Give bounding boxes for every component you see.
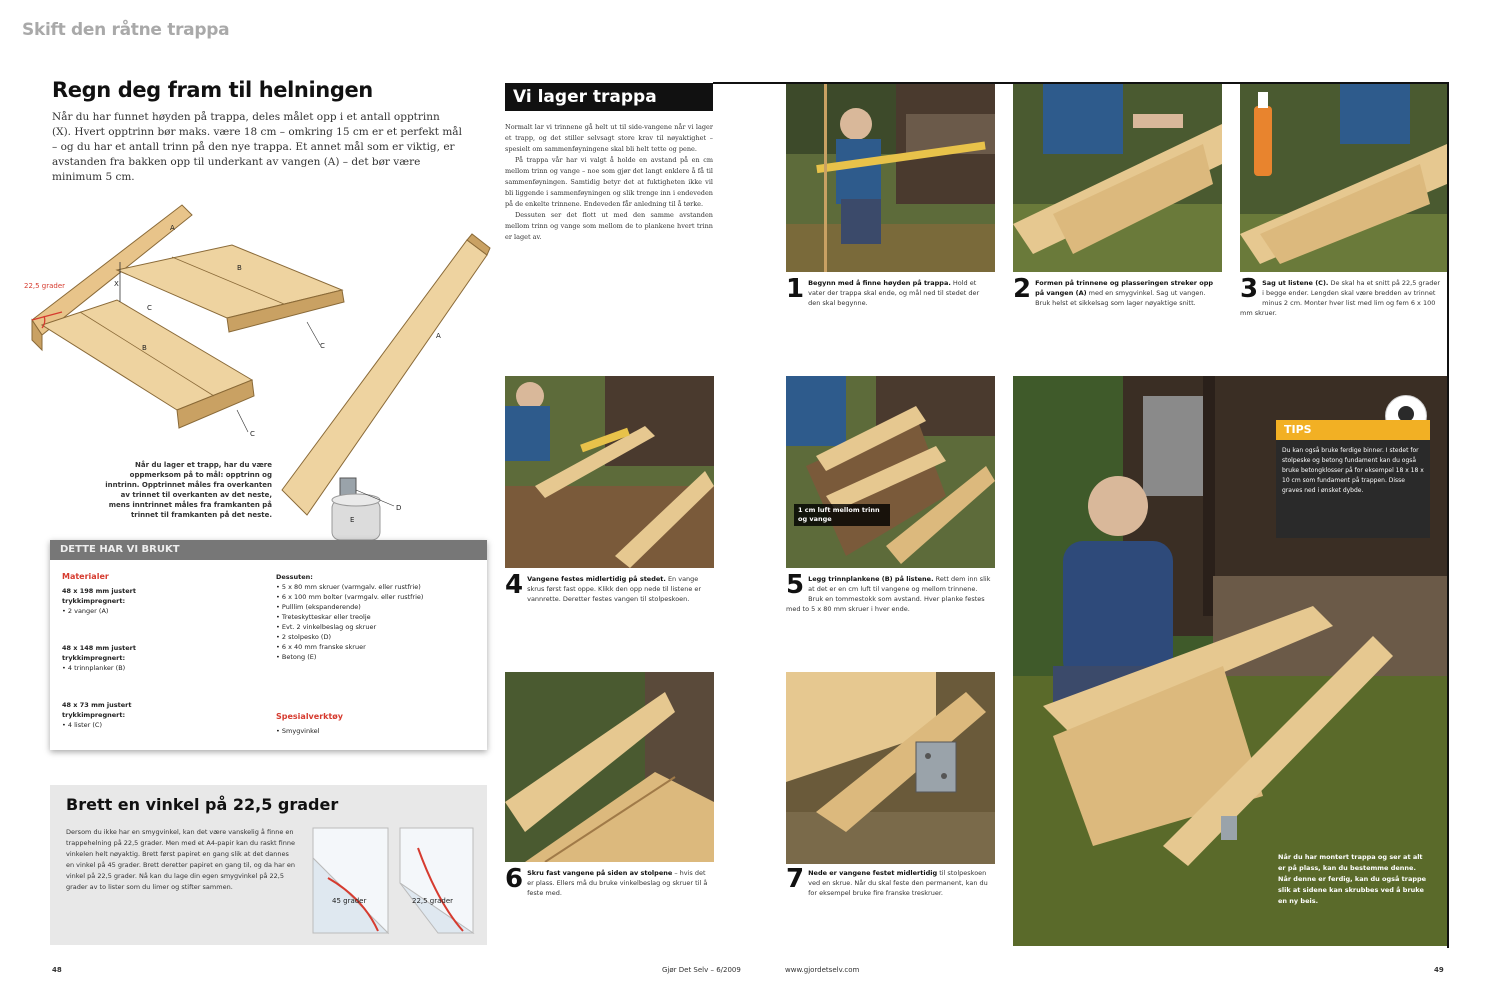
paper-fold-figure (308, 823, 478, 935)
frame-rule (1447, 82, 1449, 948)
label-b-lower: B (142, 344, 147, 352)
step-1-caption: 1 Begynn med å finne høyden på trappa. Hold et vater der trappa skal ende, og mål ned til stedet der den skal begynne. (786, 274, 980, 307)
label-x: X (114, 280, 119, 288)
fold-angle-heading: Brett en vinkel på 22,5 grader (66, 795, 339, 814)
how-to-heading: Vi lager trappa (505, 83, 713, 111)
label-c-upper: C (147, 304, 152, 312)
step-6-caption: 6 Skru fast vangene på siden av stolpene – hvis det er plass. Ellers må du bruke vinkelbeslag og skruer til å feste med. (505, 864, 708, 897)
spacing-label: 1 cm luft mellom trinn og vange (794, 504, 890, 526)
photo-step-3 (1240, 84, 1447, 272)
drawing-caption: Når du lager et trapp, har du være oppmerksom på to mål: opptrinn og inntrinn. Opptrinnet måles fra overkanten av trinnet til overkanten av det neste, mens inntrinnet måles fra framkanten på trinnet til framkanten på det neste. (105, 461, 272, 519)
materials-panel-title: DETTE HAR VI BRUKT (50, 540, 487, 560)
tips-text: Du kan også bruke ferdige binner. I stedet for stolpeske og betong fundament kan du også bruke betongklosser på for eksempel 18 x 18 x 10 cm som fundament på trappen. Disse graves ned i ønsket dybde. (1282, 447, 1424, 494)
angle-label: 22,5 grader (24, 282, 66, 290)
photo-step-2 (1013, 84, 1222, 272)
photo-step-7 (786, 672, 995, 864)
page-heading: Regn deg fram til helningen (52, 78, 373, 102)
label-a-back: A (170, 224, 175, 232)
materials-heading: Materialer (62, 572, 109, 581)
material-group: 48 x 148 mm justert trykkimpregnert: • 4 trinnplanker (B) (62, 644, 136, 672)
magazine-issue: Gjør Det Selv – 6/2009 (662, 966, 741, 974)
special-tools-item: • Smygvinkel (276, 727, 320, 735)
website: www.gjordetselv.com (785, 966, 860, 974)
tips-heading: TIPS (1276, 420, 1430, 440)
photo-step-6 (505, 672, 714, 862)
final-caption: Når du har montert trappa og ser at alt er på plass, kan du bestemme denne. Når denne er ferdig, kan du også trappe slik at sidene kan skrubbes ved å bruke en ny beis. (1278, 853, 1427, 905)
label-e: E (350, 516, 355, 524)
material-group: 48 x 198 mm justert trykkimpregnert: • 2 vanger (A) (62, 587, 136, 615)
page-number-left: 48 (52, 966, 62, 974)
material-group: 48 x 73 mm justert trykkimpregnert: • 4 lister (C) (62, 701, 132, 729)
fold-angle-text: Dersom du ikke har en smygvinkel, kan det være vanskelig å finne en trappehelning på 22,5 grader. Men med et A4-papir kan du raskt finne vinkelen helt nøyaktig. Brett først papiret en gang slik at det dannes en vinkel på 45 grader. Brett deretter papiret en gang til, og da har en vinkel på 22,5 grader. Nå kan du lage din egen smygvinkel på 22,5 grader av to lister som du limer og stifter sammen. (66, 828, 296, 891)
step-7-caption: 7 Nede er vangene festet midlertidig til stolpeskoen ved en skrue. Når du skal feste den permanent, kan du for eksempel bruke fire franske treskruer. (786, 864, 988, 897)
label-c-lower: C (250, 430, 255, 438)
special-tools-heading: Spesialverktøy (276, 712, 343, 721)
page-number-right: 49 (1434, 966, 1444, 974)
step-5-caption: 5 Legg trinnplankene (B) på listene. Rett dem inn slik at det er en cm luft til vangene og mellom trinnene. Bruk en tommestokk som avstand. Hver planke festes med to 5 x 80 mm skruer i hver ende. (786, 570, 991, 613)
extras-list: Dessuten: • 5 x 80 mm skruer (varmgalv. eller rustfrie) • 6 x 100 mm bolter (varmgalv. eller rustfrie) • Pulllim (ekspanderende) • Treteskytteskar eller treolje • Evt. 2 vinkelbeslag og skruer • 2 stolpesko (D) • 6 x 40 mm franske skruer • Betong (E) (276, 573, 424, 661)
photo-step-5 (786, 376, 995, 568)
photo-step-4 (505, 376, 714, 568)
materials-panel (50, 540, 487, 750)
fold-angle-box (50, 785, 487, 945)
label-c-right: C (320, 342, 325, 350)
step-3-caption: 3 Sag ut listene (C). De skal ha et snitt på 22,5 grader i begge ender. Lengden skal være bredden av trinnet minus 2 cm. Monter hver list med lim og fem 6 x 100 mm skruer. (1240, 274, 1440, 317)
label-d: D (396, 504, 402, 512)
fig1-label: 45 grader (332, 897, 367, 905)
fig2-label: 22,5 grader (412, 897, 454, 905)
label-a-long: A (436, 332, 441, 340)
section-title: Skift den råtne trappa (22, 20, 230, 40)
tips-box (1276, 420, 1430, 538)
photo-step-1 (786, 84, 995, 272)
intro-text: Når du har funnet høyden på trappa, deles målet opp i et antall opptrinn (X). Hvert opptrinn bør maks. være 18 cm – omkring 15 cm er et perfekt mål – og du har et antall trinn på den nye trappa. Et annet mål som er viktig, er avstanden fra bakken opp til underkant av vangen (A) – det bør være minimum 5 cm. (52, 111, 462, 183)
step-2-caption: 2 Formen på trinnene og plasseringen streker opp på vangen (A) med en smygvinkel. Sag ut vangen. Bruk helst et sikkelsag som lager nøyaktige snitt. (1013, 274, 1214, 307)
how-to-body: Normalt lar vi trinnene gå helt ut til side-vangene når vi lager et trapp, og det stiller selvsagt store krav til nøyaktighet – spesielt om sammenføyningene skal bli helt tette og pene. På trappa vår har vi valgt å holde en avstand på en cm mellom trinn og vange – noe som gjør det langt enklere å få til sammenføyningen. Samtidig betyr det at fuktigheten ikke vil bli liggende i sammenføyningen og slik trenge inn i endeveden på de enkelte trinnene. Endeveden får anledning til å tørke. Dessuten ser det flott ut med den samme avstanden mellom trinn og vange som mellom de to plankene hvert trinn er laget av. (505, 123, 713, 241)
label-b-upper: B (237, 264, 242, 272)
step-4-caption: 4 Vangene festes midlertidig på stedet. En vange skrus først fast oppe. Klikk den opp nede til listene er vannrette. Deretter festes vangen til stolpeskoen. (505, 570, 702, 603)
